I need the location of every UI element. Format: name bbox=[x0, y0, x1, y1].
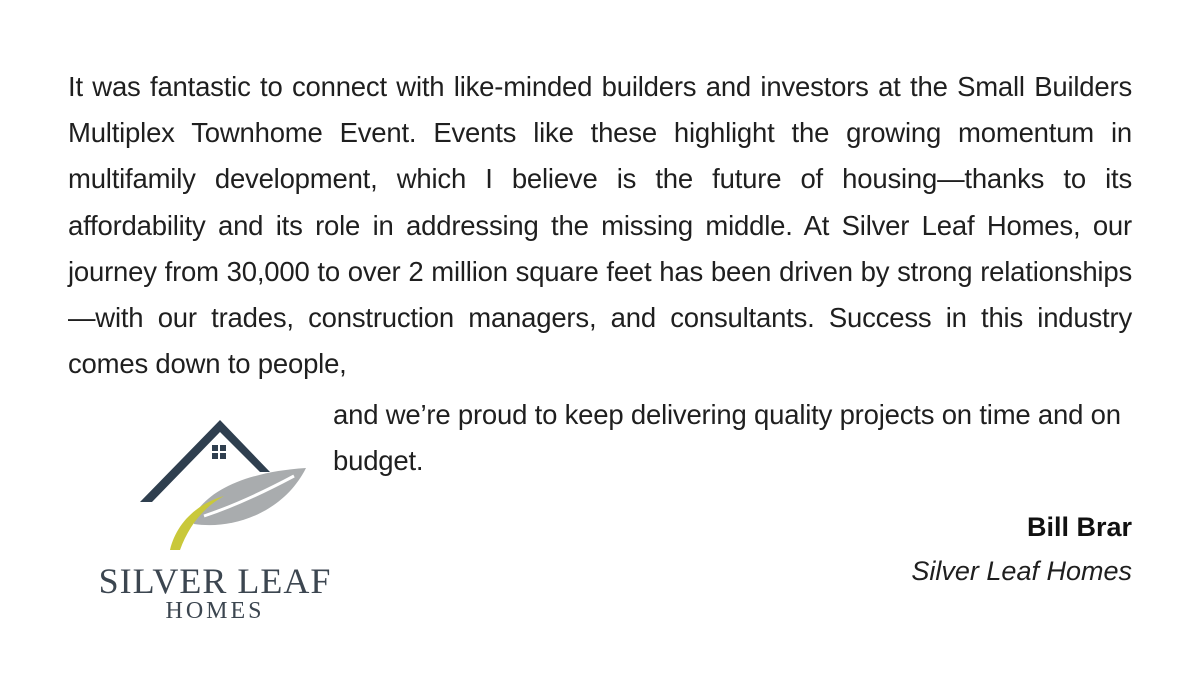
silver-leaf-homes-logo bbox=[84, 412, 346, 632]
signature bbox=[911, 505, 1132, 593]
house-leaf-icon bbox=[84, 412, 346, 562]
logo-name: SILVER LEAF bbox=[98, 561, 332, 601]
author-name: Bill Brar bbox=[1026, 512, 1132, 542]
logo-subtitle: HOMES bbox=[165, 598, 265, 624]
author-company: Silver Leaf Homes bbox=[911, 556, 1132, 586]
testimonial-text-continued: and we’re proud to keep delivering quality projects on time and on budget. bbox=[333, 399, 1121, 477]
testimonial-text: It was fantastic to connect with like-minded builders and investors at the Small Builders Multiplex Townhome Event. Events like these highlight the growing momentum in multifamily development, which I believe is the future of housing—thanks to its affordability and its role in addressing the missing middle. At Silver Leaf Homes, our journey from 30,000 to over 2 million square feet has been driven by strong relationships—with our trades, construction managers, and consultants. Success in this industry comes down to people, bbox=[68, 71, 1132, 380]
